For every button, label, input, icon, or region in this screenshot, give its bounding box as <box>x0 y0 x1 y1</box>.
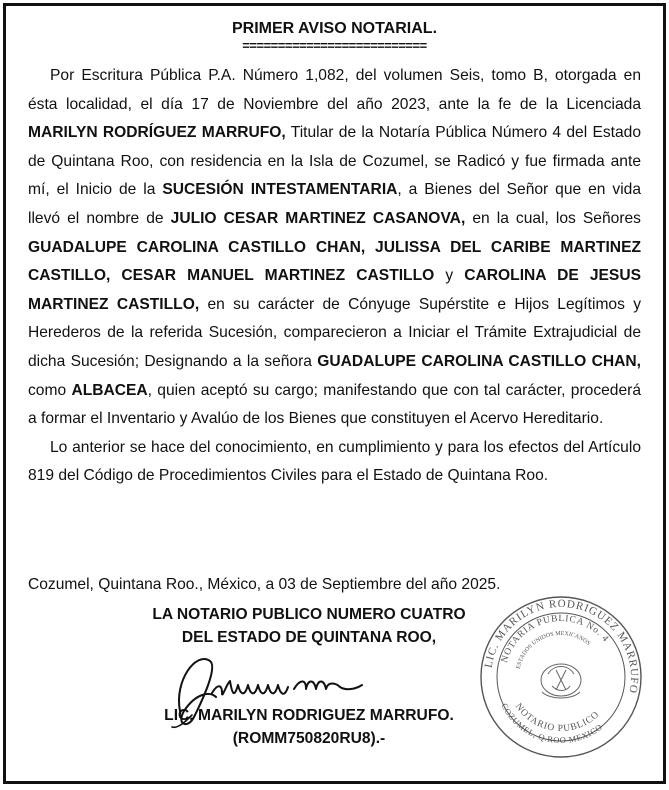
text-segment: en su carácter de Cónyuge Supérstite e Hijos Legítimos y Herederos de la referida Sucesión, comparecieron a Iniciar el Trámite Extrajudicial de dicha Sucesión; Designando a la señora <box>28 295 641 370</box>
text-segment: Titular de la Notaría Pública Número 4 del Estado de Quintana Roo, con residencia en la Isla de Cozumel, se Radicó y fue firmada ante mí, el Inicio de la <box>28 124 641 199</box>
signatory-line-2: DEL ESTADO DE QUINTANA ROO, <box>181 629 437 646</box>
text-segment: en la cual, los Señores <box>465 209 641 227</box>
signatory-line-1: LA NOTARIO PUBLICO NUMERO CUATRO <box>152 606 466 623</box>
seal-outer-text: LIC. MARILYN RODRIGUEZ MARRUFO <box>482 597 641 695</box>
seal-arc-text: ESTADOS UNIDOS MEXICANOS <box>515 630 592 670</box>
notice-body <box>28 62 641 491</box>
paragraph-main <box>28 62 641 434</box>
title-underline-rule: ========================== <box>242 39 427 53</box>
notary-seal <box>478 594 644 760</box>
text-segment: y <box>434 267 465 285</box>
succession-type-bold: SUCESIÓN INTESTAMENTARIA <box>162 181 398 199</box>
signer-rfc: (ROMM750820RU8).- <box>232 730 386 747</box>
text-segment: como <box>28 381 72 399</box>
paragraph-legal-basis: Lo anterior se hace del conocimiento, en cumplimiento y para los efectos del Artículo 819 del Código de Procedimientos Civiles para el Estado de Quintana Roo. <box>28 438 641 485</box>
seal-bottom-text: NOTARIO PUBLICO <box>512 701 602 735</box>
notarial-notice <box>3 3 666 784</box>
text-segment: Por Escritura Pública P.A. Número 1,082, del volumen Seis, tomo B, otorgada en ésta localidad, el día 17 de Noviembre del año 2023, ante la fe de la Licenciada <box>28 67 641 113</box>
executor-name-bold: GUADALUPE CAROLINA CASTILLO CHAN, <box>317 352 641 370</box>
seal-place-text: COZUMEL, Q.ROO MEXICO <box>499 701 605 746</box>
signer-name: LIC. MARILYN RODRIGUEZ MARRUFO. <box>164 707 454 724</box>
notary-name-bold: MARILYN RODRÍGUEZ MARRUFO, <box>28 124 286 142</box>
heir-name-bold: CAROLINA DE JESUS MARTINEZ CASTILLO, <box>28 267 641 313</box>
text-segment: , quien aceptó su cargo; manifestando que con tal carácter, procederá a formar el Inventario y Avalúo de los Bienes que constituyen el Acervo Hereditario. <box>28 381 641 428</box>
svg-text:ESTADOS UNIDOS MEXICANOS <box>516 631 591 670</box>
executor-role-bold: ALBACEA <box>71 381 148 399</box>
seal-inner-text: NOTARIA PUBLICA No. 4 <box>499 613 611 665</box>
place-and-date: Cozumel, Quintana Roo., México, a 03 de Septiembre del año 2025. <box>28 576 501 593</box>
signer-block <box>124 704 494 750</box>
text-segment: , a Bienes del Señor que en vida llevó el nombre de <box>28 181 642 227</box>
coat-of-arms-icon <box>541 664 581 698</box>
notice-title: PRIMER AVISO NOTARIAL. <box>231 20 438 37</box>
heirs-names-bold: GUADALUPE CAROLINA CASTILLO CHAN, JULISSA DEL CARIBE MARTINEZ CASTILLO, CESAR MANUEL MARTINEZ CASTILLO <box>28 238 641 285</box>
deceased-name-bold: JULIO CESAR MARTINEZ CASANOVA, <box>170 209 466 227</box>
